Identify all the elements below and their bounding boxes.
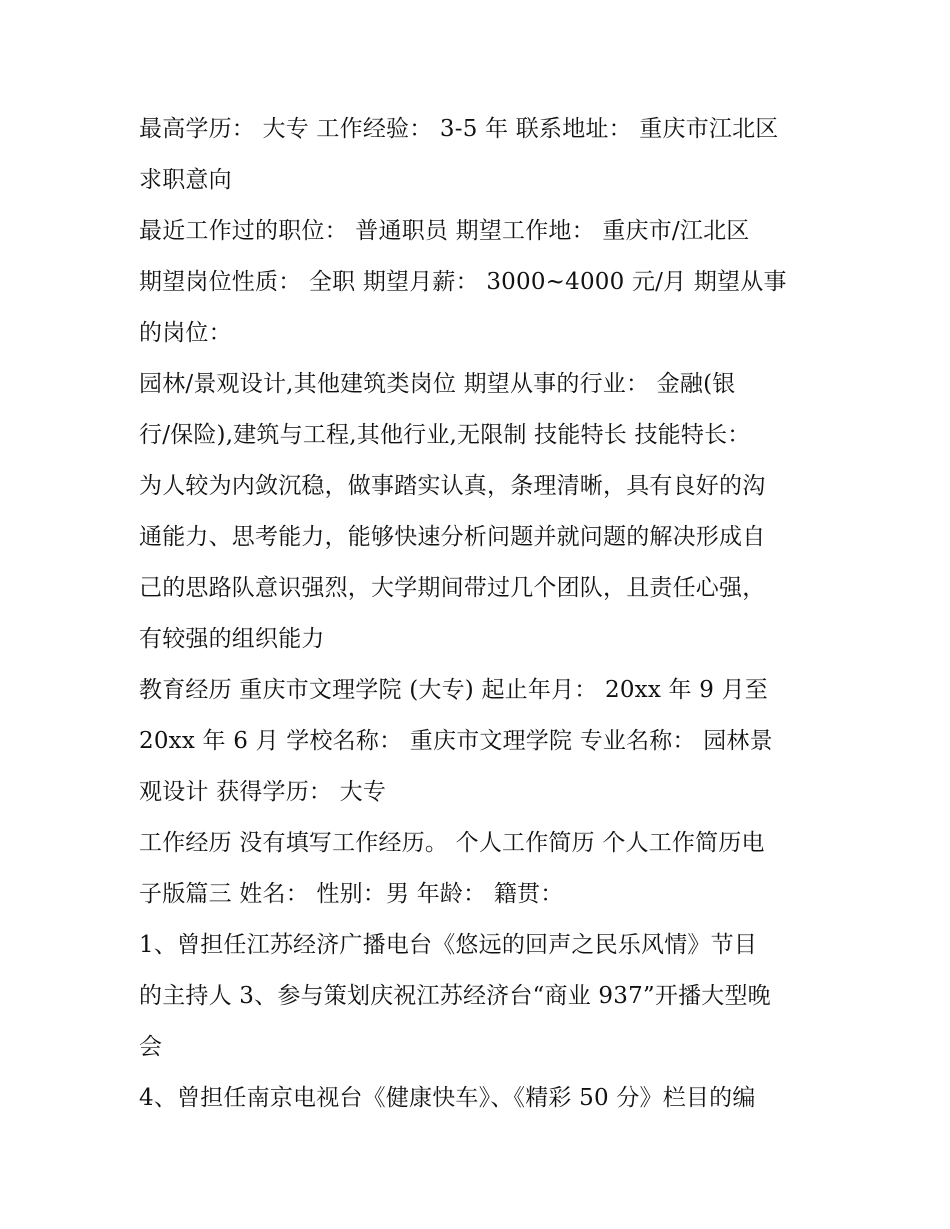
- text-line-17: 1、曾担任江苏经济广播电台《悠远的回声之民乐风情》节目: [139, 932, 758, 958]
- text-line-13: 20xx 年 6 月 学校名称： 重庆市文理学院 专业名称： 园林景: [139, 728, 773, 754]
- text-line-19: 会: [139, 1034, 163, 1060]
- text-line-7: 行/保险),建筑与工程,其他行业,无限制 技能特长 技能特长：: [139, 422, 751, 448]
- text-line-10: 己的思路队意识强烈，大学期间带过几个团队，且责任心强，: [139, 575, 766, 601]
- text-line-12: 教育经历 重庆市文理学院 (大专) 起止年月： 20xx 年 9 月至: [139, 677, 768, 703]
- text-line-16: 子版篇三 姓名： 性别：男 年龄： 籍贯：: [139, 881, 564, 907]
- text-line-11: 有较强的组织能力: [139, 626, 325, 652]
- text-line-8: 为人较为内敛沉稳，做事踏实认真，条理清晰，具有良好的沟: [139, 473, 766, 499]
- text-line-20: 4、曾担任南京电视台《健康快车》、《精彩 50 分》栏目的编: [139, 1085, 756, 1111]
- text-line-2: 求职意向: [139, 167, 232, 193]
- text-line-3: 最近工作过的职位： 普通职员 期望工作地： 重庆市/江北区: [139, 218, 750, 244]
- text-line-6: 园林/景观设计,其他建筑类岗位 期望从事的行业： 金融(银: [139, 371, 736, 397]
- text-line-14: 观设计 获得学历： 大专: [139, 779, 387, 805]
- text-line-9: 通能力、思考能力，能够快速分析问题并就问题的解决形成自: [139, 524, 766, 550]
- text-line-4: 期望岗位性质： 全职 期望月薪： 3000~4000 元/月 期望从事: [139, 269, 787, 295]
- text-line-5: 的岗位：: [139, 320, 232, 346]
- text-line-15: 工作经历 没有填写工作经历。 个人工作简历 个人工作简历电: [139, 830, 765, 856]
- text-line-18: 的主持人 3、参与策划庆祝江苏经济台“商业 937”开播大型晚: [139, 983, 771, 1009]
- text-line-1: 最高学历： 大专 工作经验： 3-5 年 联系地址： 重庆市江北区: [139, 116, 779, 142]
